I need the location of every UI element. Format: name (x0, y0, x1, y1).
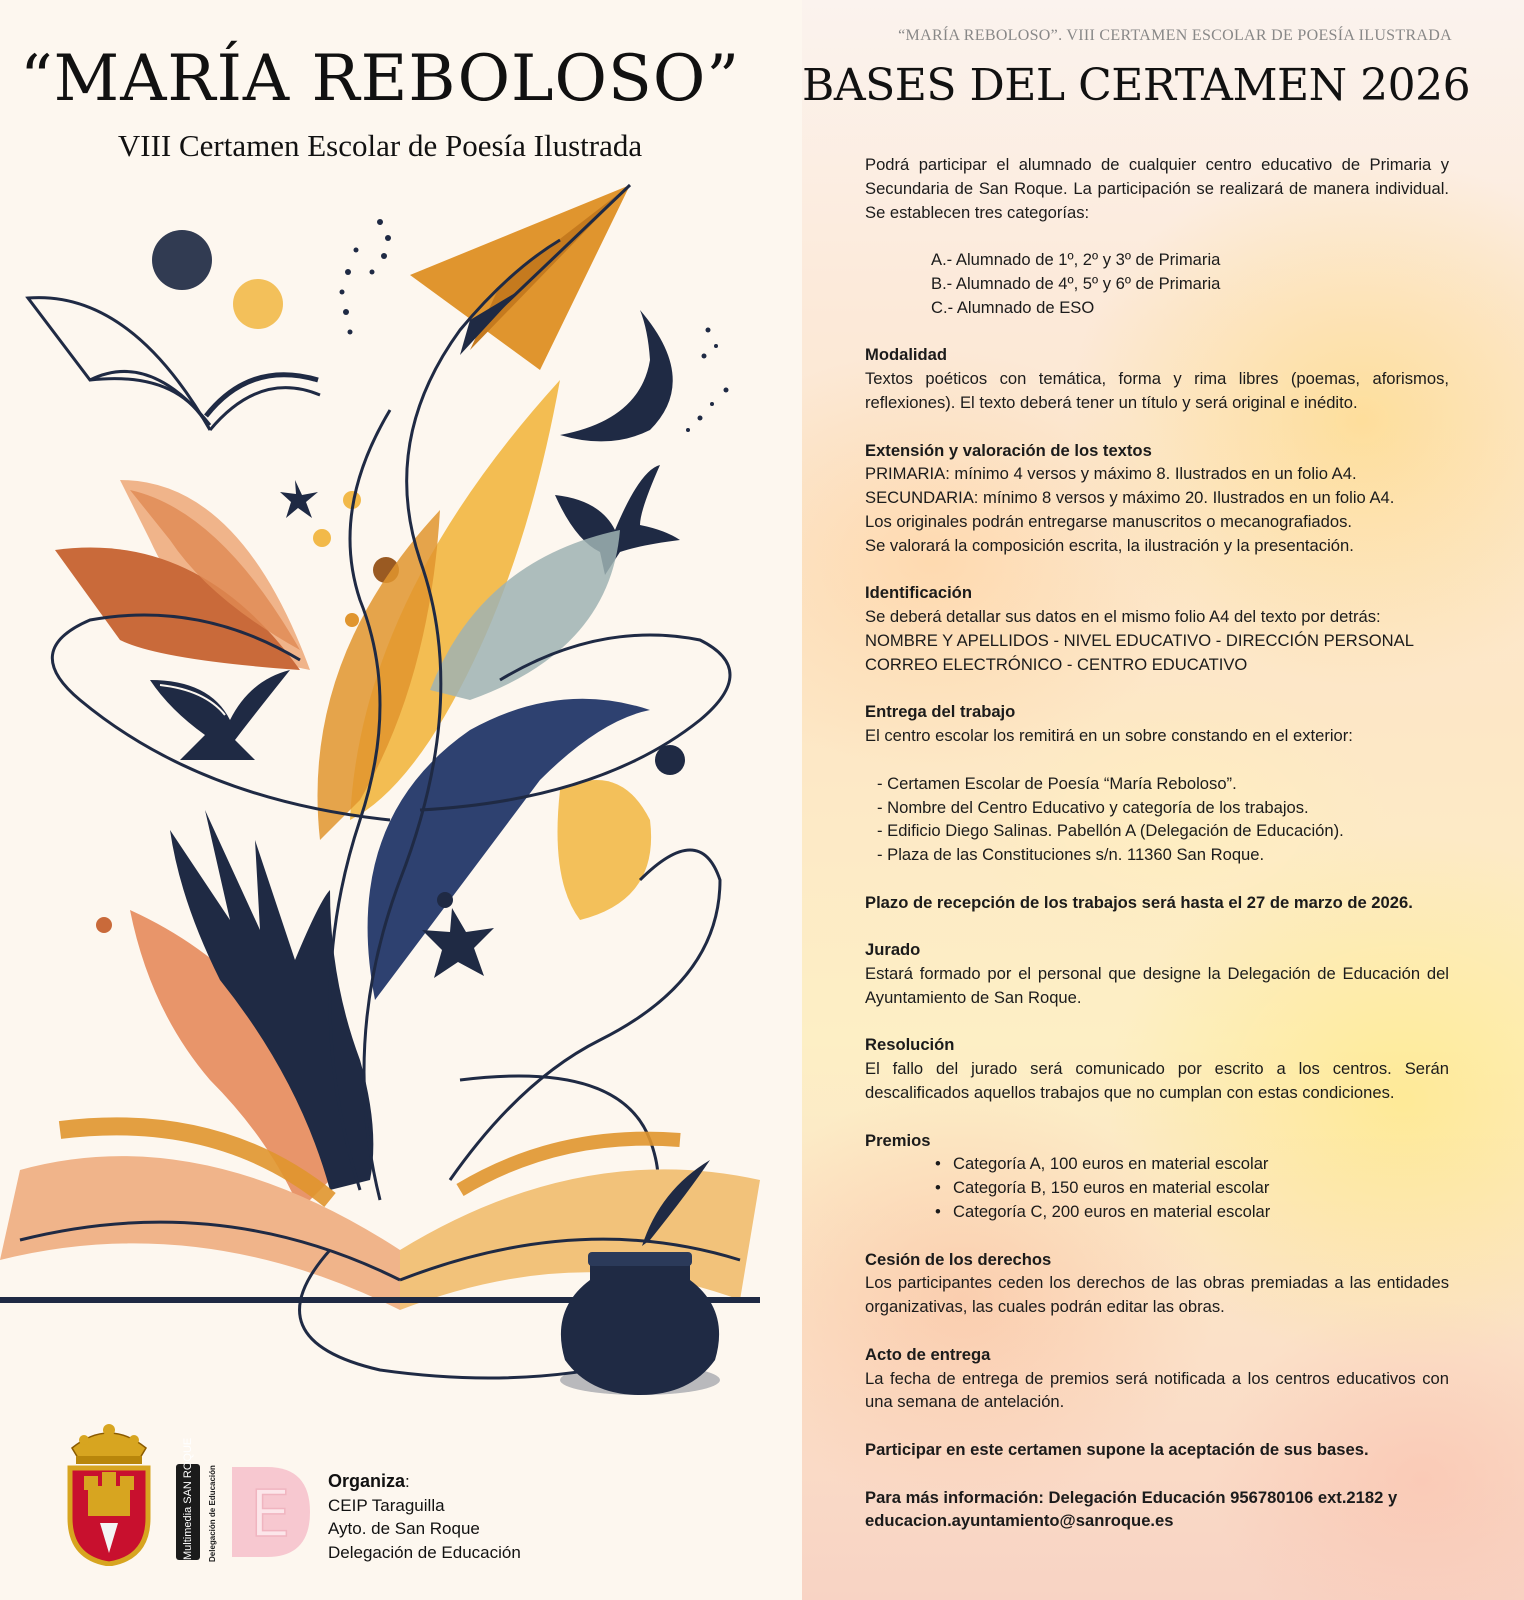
jurado-heading: Jurado (865, 940, 921, 960)
extension-line: PRIMARIA: mínimo 4 versos y máximo 8. Ilustrados en un folio A4. (865, 464, 1357, 484)
organizer-2: Ayto. de San Roque (328, 1519, 480, 1538)
cesion-text: Los participantes ceden los derechos de las obras premiadas a las entidades organizativas, las cuales podrán editar las obras. (865, 1273, 1449, 1317)
poetry-illustration (0, 180, 802, 1400)
bases-panel (802, 0, 1524, 1600)
entrega-item: - Certamen Escolar de Poesía “María Reboloso”. (877, 773, 1237, 793)
entrega-item: - Edificio Diego Salinas. Pabellón A (Delegación de Educación). (877, 821, 1344, 841)
entrega-heading: Entrega del trabajo (865, 702, 1016, 722)
info-email: educacion.ayuntamiento@sanroque.es (865, 1511, 1174, 1531)
entrega-item: - Plaza de las Constituciones s/n. 11360 San Roque. (877, 845, 1265, 865)
identificacion-line: NOMBRE Y APELLIDOS - NIVEL EDUCATIVO - DIRECCIÓN PERSONAL (865, 630, 1414, 650)
category-c: C.- Alumnado de ESO (931, 297, 1095, 317)
premio-item: • Categoría C, 200 euros en material escolar (865, 1200, 1449, 1224)
category-a: A.- Alumnado de 1º, 2º y 3º de Primaria (931, 250, 1221, 270)
paper-plane (410, 185, 630, 370)
resolucion-heading: Resolución (865, 1035, 955, 1055)
bases-title: BASES DEL CERTAMEN 2026 (802, 60, 1471, 111)
poster-title: “MARÍA REBOLOSO” (19, 42, 741, 116)
e-logo-letter: E (250, 1478, 291, 1552)
plazo-text: Plazo de recepción de los trabajos será hasta el 27 de marzo de 2026. (865, 892, 1413, 912)
leaves-left (55, 480, 310, 670)
organiza-label: Organiza (328, 1471, 406, 1491)
organiza-block (328, 1470, 521, 1564)
extension-line: Los originales podrán entregarse manuscritos o mecanografiados. (865, 511, 1353, 531)
acto-text: La fecha de entrega de premios será notificada a los centros educativos con una semana de antelación. (865, 1368, 1449, 1412)
modalidad-heading: Modalidad (865, 345, 948, 365)
delegacion-vertical-label: Delegación de Educación (208, 1465, 217, 1562)
gold-blob (558, 780, 652, 920)
category-b: B.- Alumnado de 4º, 5º y 6º de Primaria (931, 273, 1221, 293)
poster-subtitle: VIII Certamen Escolar de Poesía Ilustrada (117, 128, 643, 163)
bases-header-line: “MARÍA REBOLOSO”. VIII CERTAMEN ESCOLAR DE POESÍA ILUSTRADA (898, 27, 1452, 44)
navy-dot (655, 745, 685, 775)
info-line-1: Para más información: Delegación Educación 956780106 ext.2182 y (865, 1487, 1398, 1507)
jurado-text: Estará formado por el personal que designe la Delegación de Educación del Ayuntamiento de San Roque. (865, 964, 1449, 1007)
resolucion-text: El fallo del jurado será comunicado por escrito a los centros. Serán descalificados aquellos trabajos que no cumplan con estas condiciones. (865, 1059, 1449, 1103)
moon (560, 310, 673, 441)
organizers-footer (60, 1418, 780, 1588)
identificacion-line: Se deberá detallar sus datos en el mismo folio A4 del texto por detrás: (865, 607, 1381, 627)
premio-item: • Categoría A, 100 euros en material escolar (865, 1152, 1449, 1176)
identificacion-line: CORREO ELECTRÓNICO - CENTRO EDUCATIVO (865, 654, 1248, 674)
aceptacion-text: Participar en este certamen supone la aceptación de sus bases. (865, 1440, 1369, 1460)
organizer-3: Delegación de Educación (328, 1542, 521, 1562)
premios-heading: Premios (865, 1130, 931, 1150)
small-star (280, 480, 318, 518)
organiza-colon: : (405, 1472, 410, 1491)
premio-item: • Categoría B, 150 euros en material escolar (865, 1176, 1449, 1200)
acto-heading: Acto de entrega (865, 1344, 991, 1364)
extension-heading: Extensión y valoración de los textos (865, 440, 1152, 460)
extension-line: Se valorará la composición escrita, la ilustración y la presentación. (865, 535, 1354, 555)
modalidad-text: Textos poéticos con temática, forma y rima libres (poemas, aforismos, reflexiones). El texto deberá tener un título y será original e inédito. (865, 369, 1449, 412)
delegacion-e-logo (222, 1462, 312, 1562)
entrega-text: El centro escolar los remitirá en un sobre constando en el exterior: (865, 726, 1353, 746)
butterfly (150, 670, 290, 760)
extension-line: SECUNDARIA: mínimo 8 versos y máximo 20. Ilustrados en un folio A4. (865, 488, 1395, 508)
entrega-item: - Nombre del Centro Educativo y categoría de los trabajos. (877, 797, 1309, 817)
navy-circle (152, 230, 212, 290)
cesion-heading: Cesión de los derechos (865, 1249, 1052, 1269)
gold-circle (233, 279, 283, 329)
intro-text: Podrá participar el alumnado de cualquier centro educativo de Primaria y Secundaria de San Roque. La participación se realizará de manera individual. Se establecen tres categorías: (865, 155, 1449, 222)
organizer-1: CEIP Taraguilla (328, 1495, 445, 1515)
bases-content (865, 153, 1449, 1533)
san-roque-crest (60, 1418, 158, 1566)
identificacion-heading: Identificación (865, 583, 972, 603)
multimedia-logo: Multimedia SAN ROQUE (176, 1464, 200, 1560)
